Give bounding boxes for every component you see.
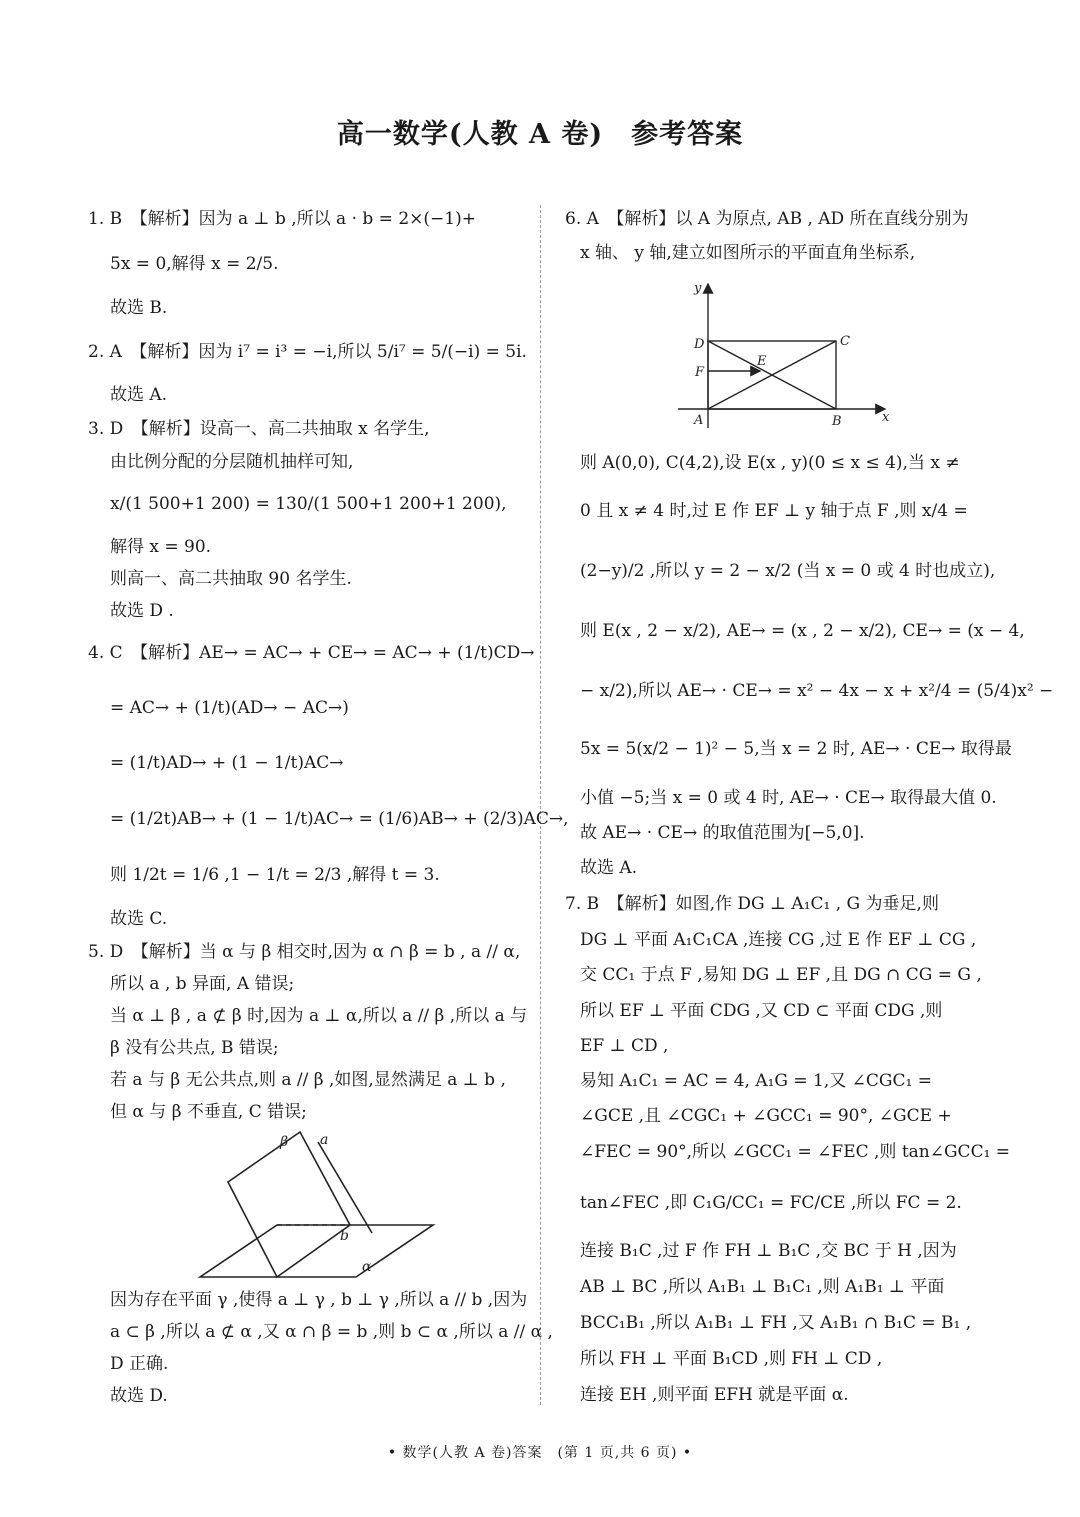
answer-1-line-2: 5x = 0,解得 x = 2/5. (110, 254, 279, 274)
label-alpha: α (362, 1259, 372, 1275)
answer-7-line-14: 连接 EH ,则平面 EFH 就是平面 α. (580, 1385, 849, 1405)
answer-3-choice: 故选 D . (110, 601, 174, 621)
answer-5-line-3: 当 α ⊥ β , a ⊄ β 时,因为 a ⊥ α,所以 a // β ,所以 a 与 (110, 1006, 528, 1026)
answer-1-choice: 故选 B. (110, 298, 168, 318)
answer-7-line-6: 易知 A₁C₁ = AC = 4, A₁G = 1,又 ∠CGC₁ = (580, 1071, 932, 1091)
coordinate-figure (670, 278, 900, 438)
answer-7-line-13: 所以 FH ⊥ 平面 B₁CD ,则 FH ⊥ CD , (580, 1349, 883, 1369)
answer-7-line-2: DG ⊥ 平面 A₁C₁CA ,连接 CG ,过 E 作 EF ⊥ CG , (580, 930, 977, 950)
answer-5-choice: 故选 D. (110, 1386, 168, 1406)
answer-6-line-10: 故 AE→ · CE→ 的取值范围为[−5,0]. (580, 823, 865, 843)
label-E: E (757, 354, 767, 369)
answer-6-line-5: (2−y)/2 ,所以 y = 2 − x/2 (当 x = 0 或 4 时也成立), (580, 561, 996, 581)
answer-6-line-2: x 轴、 y 轴,建立如图所示的平面直角坐标系, (580, 243, 916, 263)
answer-3-line-2: 由比例分配的分层随机抽样可知, (110, 452, 354, 472)
answer-6-line-8: 5x = 5(x/2 − 1)² − 5,当 x = 2 时, AE→ · CE→ 取得最 (580, 739, 1012, 759)
answer-5-line-7: 因为存在平面 γ ,使得 a ⊥ γ , b ⊥ γ ,所以 a // b ,因为 (110, 1290, 528, 1310)
answer-6-line-3: 则 A(0,0), C(4,2),设 E(x , y)(0 ≤ x ≤ 4),当 x ≠ (580, 453, 960, 473)
answer-6-choice: 故选 A. (580, 858, 638, 878)
answer-7-line-10: 连接 B₁C ,过 F 作 FH ⊥ B₁C ,交 BC 于 H ,因为 (580, 1241, 957, 1261)
label-b: b (340, 1228, 349, 1244)
answer-5-line-5: 若 a 与 β 无公共点,则 a // β ,如图,显然满足 a ⊥ b , (110, 1070, 506, 1090)
answer-7-line-8: ∠FEC = 90°,所以 ∠GCC₁ = ∠FEC ,则 tan∠GCC₁ = (580, 1142, 1011, 1162)
label-C: C (840, 334, 850, 349)
answer-7-line-1: 7. B 【解析】如图,作 DG ⊥ A₁C₁ , G 为垂足,则 (565, 894, 939, 914)
label-F: F (695, 365, 705, 380)
answer-2-choice: 故选 A. (110, 385, 168, 405)
answer-5-line-9: D 正确. (110, 1354, 169, 1374)
label-x: x (882, 410, 890, 425)
answer-3-line-3: x/(1 500+1 200) = 130/(1 500+1 200+1 200), (110, 494, 507, 514)
label-beta: β (280, 1134, 289, 1150)
answer-3-line-4: 解得 x = 90. (110, 537, 212, 557)
page-footer: • 数学(人教 A 卷)答案 (第 1 页,共 6 页) • (387, 1445, 693, 1461)
answer-4-line-3: = (1/t)AD→ + (1 − 1/t)AC→ (110, 753, 344, 773)
answer-3-line-1: 3. D 【解析】设高一、高二共抽取 x 名学生, (88, 419, 430, 439)
answer-4-line-4: = (1/2t)AB→ + (1 − 1/t)AC→ = (1/6)AB→ + (2/3)AC→, (110, 809, 569, 829)
answer-4-line-5: 则 1/2t = 1/6 ,1 − 1/t = 2/3 ,解得 t = 3. (110, 865, 440, 885)
answer-4-choice: 故选 C. (110, 909, 168, 929)
answer-7-line-7: ∠GCE ,且 ∠CGC₁ + ∠GCC₁ = 90°, ∠GCE + (580, 1106, 952, 1126)
plane-alpha-outline (200, 1225, 433, 1277)
label-D: D (694, 337, 705, 352)
answer-6-line-1: 6. A 【解析】以 A 为原点, AB , AD 所在直线分别为 (565, 209, 969, 229)
answer-3-line-5: 则高一、高二共抽取 90 名学生. (110, 569, 352, 589)
answer-6-line-4: 0 且 x ≠ 4 时,过 E 作 EF ⊥ y 轴于点 F ,则 x/4 = (580, 501, 968, 521)
answer-4-line-1: 4. C 【解析】AE→ = AC→ + CE→ = AC→ + (1/t)CD→ (88, 643, 535, 663)
planes-figure (190, 1130, 440, 1280)
label-a: a (320, 1132, 329, 1148)
label-y: y (694, 281, 702, 296)
column-divider (540, 205, 541, 1405)
line-a (318, 1142, 372, 1233)
page-title: 高一数学(人教 A 卷) 参考答案 (336, 119, 744, 150)
answer-4-line-2: = AC→ + (1/t)(AD→ − AC→) (110, 698, 349, 718)
answer-5-line-6: 但 α 与 β 不垂直, C 错误; (110, 1102, 307, 1122)
answer-7-line-9: tan∠FEC ,即 C₁G/CC₁ = FC/CE ,所以 FC = 2. (580, 1193, 962, 1213)
answer-7-line-3: 交 CC₁ 于点 F ,易知 DG ⊥ EF ,且 DG ∩ CG = G , (580, 965, 982, 985)
answer-6-line-9: 小值 −5;当 x = 0 或 4 时, AE→ · CE→ 取得最大值 0. (580, 788, 997, 808)
answer-5-line-4: β 没有公共点, B 错误; (110, 1038, 279, 1058)
answer-2-line-1: 2. A 【解析】因为 i⁷ = i³ = −i,所以 5/i⁷ = 5/(−i) = 5i. (88, 342, 527, 362)
answer-7-line-5: EF ⊥ CD , (580, 1036, 669, 1056)
plane-beta-outline (228, 1132, 350, 1277)
answer-6-line-7: − x/2),所以 AE→ · CE→ = x² − 4x − x + x²/4 = (5/4)x² − (580, 681, 1054, 701)
answer-5-line-2: 所以 a , b 异面, A 错误; (110, 974, 295, 994)
label-A: A (694, 413, 704, 428)
answer-1-line-1: 1. B 【解析】因为 a ⊥ b ,所以 a · b = 2×(−1)+ (88, 209, 476, 229)
answer-5-line-1: 5. D 【解析】当 α 与 β 相交时,因为 α ∩ β = b , a // α, (88, 942, 521, 962)
answer-7-line-4: 所以 EF ⊥ 平面 CDG ,又 CD ⊂ 平面 CDG ,则 (580, 1001, 943, 1021)
label-B: B (832, 414, 842, 429)
answer-5-line-8: a ⊂ β ,所以 a ⊄ α ,又 α ∩ β = b ,则 b ⊂ α ,所以 a // α , (110, 1322, 553, 1342)
answer-7-line-12: BCC₁B₁ ,所以 A₁B₁ ⊥ FH ,又 A₁B₁ ∩ B₁C = B₁ , (580, 1313, 972, 1333)
answer-7-line-11: AB ⊥ BC ,所以 A₁B₁ ⊥ B₁C₁ ,则 A₁B₁ ⊥ 平面 (580, 1277, 945, 1297)
answer-6-line-6: 则 E(x , 2 − x/2), AE→ = (x , 2 − x/2), CE→ = (x − 4, (580, 621, 1025, 641)
